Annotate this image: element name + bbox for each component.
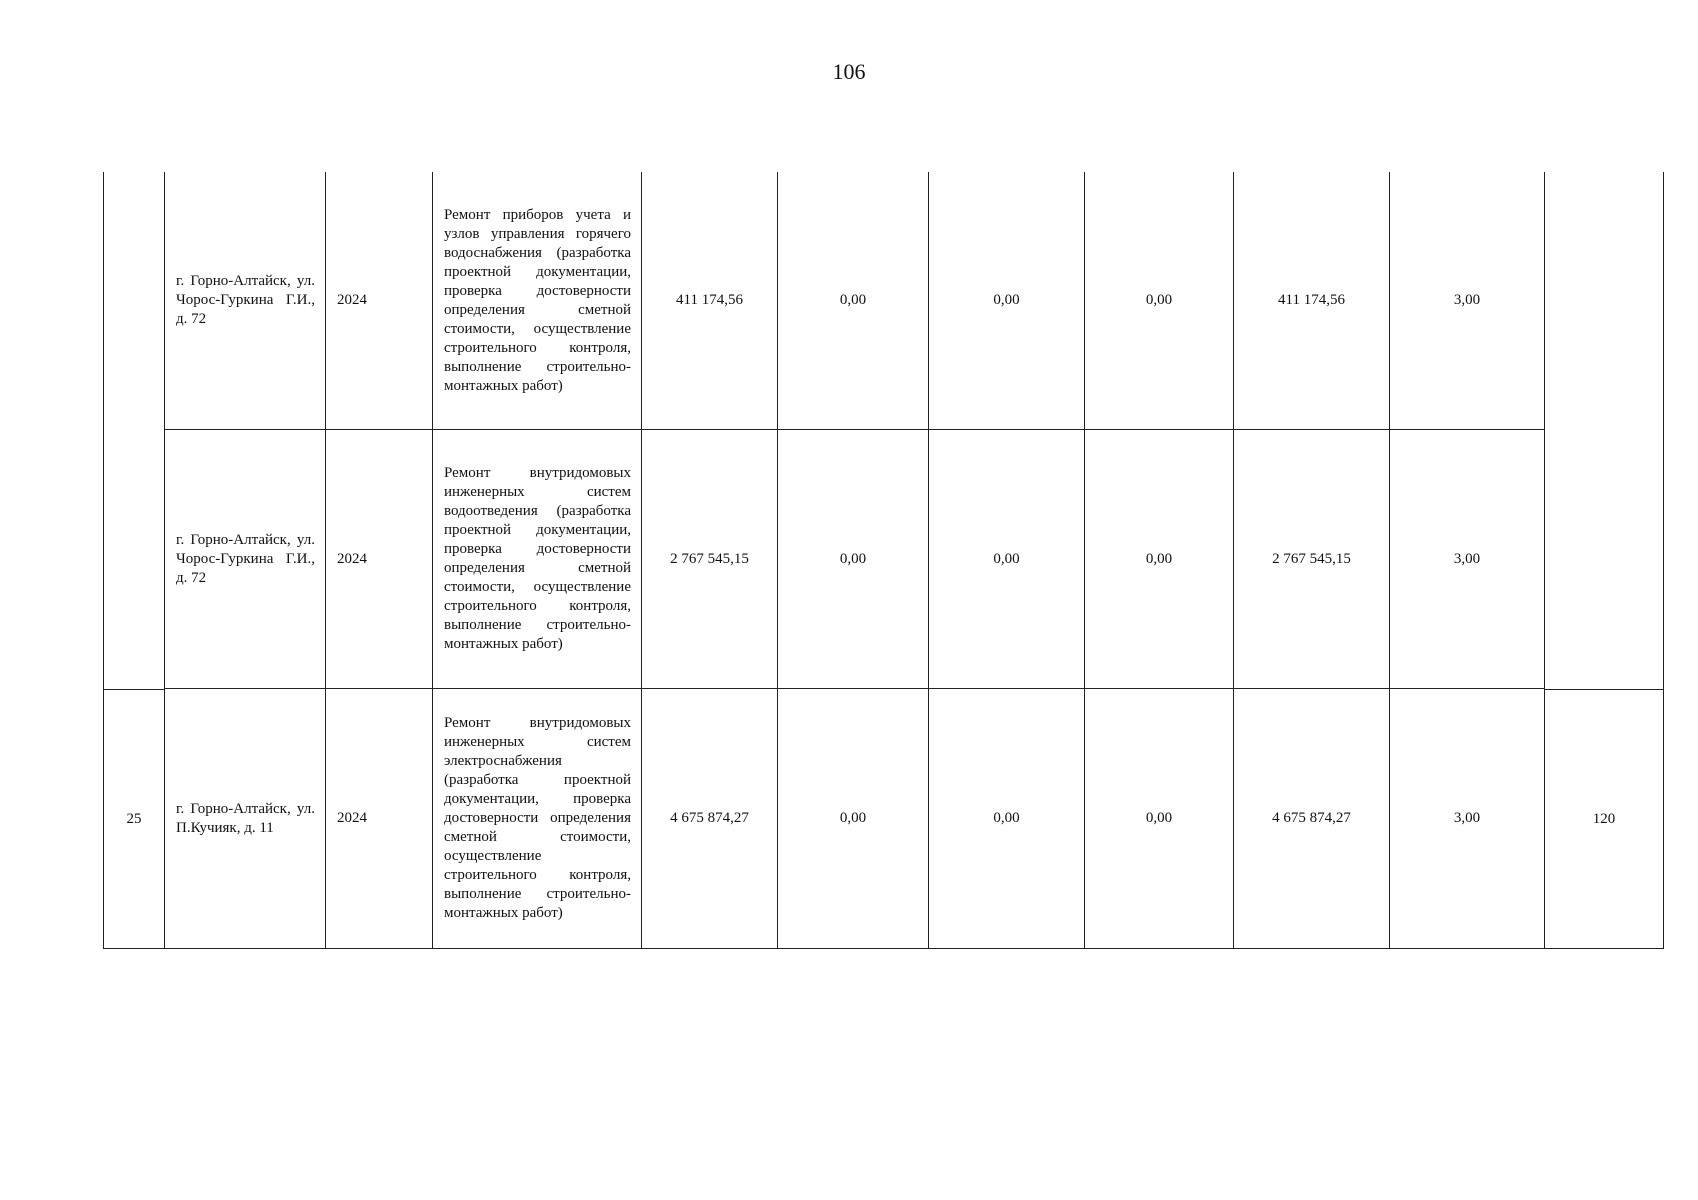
repair-schedule-table [103,172,1664,949]
months-cell: 120 [1545,689,1664,949]
year-cell: 2024 [326,172,433,430]
work-description-cell: Ремонт внутридомовых инженерных систем водоотведения (разработка проектной документации, проверка достоверности определения сметной стоимости, осуществление строительного контроля, выполнение строительно-монтажных работ) [433,430,642,689]
amount-cell: 0,00 [929,689,1085,949]
row-index-cell: 25 [103,689,165,949]
year-cell: 2024 [326,430,433,689]
total-cost-cell: 4 675 874,27 [642,689,778,949]
amount-cell: 0,00 [1085,430,1234,689]
amount-cell: 0,00 [778,172,929,430]
amount-cell: 0,00 [929,172,1085,430]
work-description-cell: Ремонт внутридомовых инженерных систем электроснабжения (разработка проектной документации, проверка достоверности определения сметной стоимости, осуществление строительного контроля, выполнение строительно-монтажных работ) [433,689,642,949]
address-cell: г. Горно-Алтайск, ул. П.Кучияк, д. 11 [165,689,326,949]
months-cell-merged [1545,172,1664,689]
amount-cell: 0,00 [778,689,929,949]
rate-cell: 3,00 [1390,689,1545,949]
total-cost-cell: 2 767 545,15 [642,430,778,689]
row-index-cell-merged [103,172,165,689]
amount-cell: 0,00 [929,430,1085,689]
address-cell: г. Горно-Алтайск, ул. Чорос-Гуркина Г.И., д. 72 [165,430,326,689]
work-description-cell: Ремонт приборов учета и узлов управления горячего водоснабжения (разработка проектной документации, проверка достоверности определения сметной стоимости, осуществление строительного контроля, выполнение строительно-монтажных работ) [433,172,642,430]
amount-cell: 411 174,56 [1234,172,1390,430]
amount-cell: 4 675 874,27 [1234,689,1390,949]
amount-cell: 0,00 [1085,172,1234,430]
amount-cell: 2 767 545,15 [1234,430,1390,689]
total-cost-cell: 411 174,56 [642,172,778,430]
amount-cell: 0,00 [1085,689,1234,949]
page-number: 106 [832,59,866,84]
address-cell: г. Горно-Алтайск, ул. Чорос-Гуркина Г.И., д. 72 [165,172,326,430]
rate-cell: 3,00 [1390,430,1545,689]
rate-cell: 3,00 [1390,172,1545,430]
year-cell: 2024 [326,689,433,949]
amount-cell: 0,00 [778,430,929,689]
